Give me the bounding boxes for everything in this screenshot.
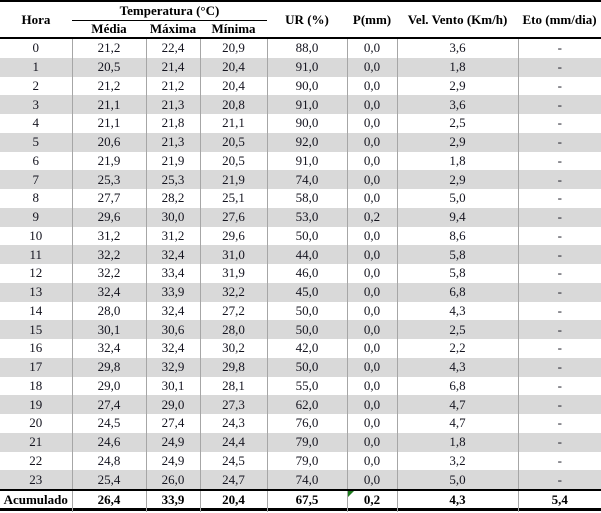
table-row — [0, 358, 601, 377]
green-triangle-icon — [348, 491, 354, 497]
header-media: Média — [72, 21, 146, 39]
cell-maxima: 24,9 — [146, 452, 200, 471]
table-header — [0, 1, 601, 38]
cell-media: 25,4 — [72, 470, 146, 490]
cell-vento: 4,3 — [397, 358, 518, 377]
table-row — [0, 38, 601, 58]
cell-media: 31,2 — [72, 227, 146, 246]
cell-eto: - — [518, 414, 601, 433]
divider-stub — [267, 507, 268, 512]
cell-media: 20,5 — [72, 58, 146, 77]
cell-vento: 8,6 — [397, 227, 518, 246]
cell-p: 0,0 — [347, 283, 397, 302]
cell-maxima: 21,8 — [146, 114, 200, 133]
divider-stub — [518, 507, 519, 512]
footer-cell-p: 0,2 — [347, 490, 397, 510]
cell-vento: 5,0 — [397, 470, 518, 490]
cell-media: 32,4 — [72, 339, 146, 358]
cell-vento: 6,8 — [397, 283, 518, 302]
cell-ur: 58,0 — [267, 189, 347, 208]
cell-eto: - — [518, 283, 601, 302]
cell-vento: 5,0 — [397, 189, 518, 208]
cell-vento: 4,7 — [397, 395, 518, 414]
cell-ur: 53,0 — [267, 208, 347, 227]
cell-maxima: 32,9 — [146, 358, 200, 377]
cell-media: 27,4 — [72, 395, 146, 414]
cell-ur: 90,0 — [267, 114, 347, 133]
table-row — [0, 283, 601, 302]
cell-minima: 31,9 — [200, 264, 267, 283]
table-row — [0, 58, 601, 77]
cell-minima: 20,4 — [200, 58, 267, 77]
header-maxima: Máxima — [146, 21, 200, 39]
header-row-1 — [0, 1, 601, 21]
cell-hora: 16 — [0, 339, 72, 358]
cell-hora: 22 — [0, 452, 72, 471]
table-row — [0, 189, 601, 208]
cell-eto: - — [518, 264, 601, 283]
cell-media: 21,1 — [72, 95, 146, 114]
cell-ur: 50,0 — [267, 227, 347, 246]
cell-minima: 20,5 — [200, 152, 267, 171]
table-row — [0, 227, 601, 246]
cell-minima: 21,9 — [200, 170, 267, 189]
cell-ur: 76,0 — [267, 414, 347, 433]
table-row — [0, 377, 601, 396]
cell-vento: 6,8 — [397, 377, 518, 396]
cell-maxima: 29,0 — [146, 395, 200, 414]
cell-minima: 24,3 — [200, 414, 267, 433]
cell-ur: 55,0 — [267, 377, 347, 396]
cell-media: 28,0 — [72, 302, 146, 321]
cell-eto: - — [518, 452, 601, 471]
cell-p: 0,0 — [347, 152, 397, 171]
table-body — [0, 38, 601, 490]
cell-p: 0,0 — [347, 245, 397, 264]
cell-vento: 3,2 — [397, 452, 518, 471]
cell-p: 0,0 — [347, 38, 397, 58]
cell-eto: - — [518, 377, 601, 396]
cell-minima: 30,2 — [200, 339, 267, 358]
cell-p: 0,0 — [347, 452, 397, 471]
cell-eto: - — [518, 152, 601, 171]
cell-hora: 23 — [0, 470, 72, 490]
cell-eto: - — [518, 302, 601, 321]
cell-p: 0,0 — [347, 320, 397, 339]
cell-minima: 32,2 — [200, 283, 267, 302]
footer-cell-maxima: 33,9 — [146, 490, 200, 510]
cell-ur: 50,0 — [267, 358, 347, 377]
header-vel-vento: Vel. Vento (Km/h) — [397, 1, 518, 38]
cell-media: 27,7 — [72, 189, 146, 208]
table-row — [0, 114, 601, 133]
cell-eto: - — [518, 208, 601, 227]
cell-media: 21,1 — [72, 114, 146, 133]
cell-media: 24,6 — [72, 433, 146, 452]
cell-p: 0,0 — [347, 302, 397, 321]
cell-minima: 20,9 — [200, 38, 267, 58]
cell-hora: 20 — [0, 414, 72, 433]
cell-eto: - — [518, 395, 601, 414]
cell-eto: - — [518, 433, 601, 452]
divider-stub — [200, 507, 201, 512]
header-temperatura-group: Temperatura (°C) — [72, 1, 267, 21]
cell-hora: 17 — [0, 358, 72, 377]
cell-hora: 19 — [0, 395, 72, 414]
footer-cell-minima: 20,4 — [200, 490, 267, 510]
divider-stub — [72, 507, 73, 512]
cell-vento: 2,9 — [397, 170, 518, 189]
cell-media: 29,8 — [72, 358, 146, 377]
footer-label: Acumulado — [0, 490, 72, 510]
table-footer — [0, 490, 601, 510]
cell-hora: 1 — [0, 58, 72, 77]
divider-stub — [347, 507, 348, 512]
cell-hora: 14 — [0, 302, 72, 321]
cell-eto: - — [518, 189, 601, 208]
table-row — [0, 170, 601, 189]
cell-minima: 27,2 — [200, 302, 267, 321]
cell-eto: - — [518, 339, 601, 358]
cell-hora: 0 — [0, 38, 72, 58]
cell-vento: 3,6 — [397, 38, 518, 58]
cell-vento: 1,8 — [397, 58, 518, 77]
cell-maxima: 32,4 — [146, 245, 200, 264]
cell-ur: 42,0 — [267, 339, 347, 358]
cell-eto: - — [518, 320, 601, 339]
cell-vento: 2,2 — [397, 339, 518, 358]
cell-ur: 88,0 — [267, 38, 347, 58]
cell-media: 20,6 — [72, 133, 146, 152]
cell-p: 0,0 — [347, 358, 397, 377]
table-row — [0, 470, 601, 490]
cell-p: 0,0 — [347, 264, 397, 283]
cell-ur: 92,0 — [267, 133, 347, 152]
cell-p: 0,0 — [347, 77, 397, 96]
cell-ur: 50,0 — [267, 320, 347, 339]
cell-hora: 4 — [0, 114, 72, 133]
cell-eto: - — [518, 358, 601, 377]
cell-maxima: 26,0 — [146, 470, 200, 490]
table-row — [0, 208, 601, 227]
cell-hora: 15 — [0, 320, 72, 339]
footer-cell-media: 26,4 — [72, 490, 146, 510]
divider-stub — [397, 507, 398, 512]
cell-ur: 91,0 — [267, 58, 347, 77]
cell-p: 0,0 — [347, 95, 397, 114]
cell-hora: 11 — [0, 245, 72, 264]
cell-ur: 74,0 — [267, 170, 347, 189]
cell-vento: 4,7 — [397, 414, 518, 433]
cell-ur: 62,0 — [267, 395, 347, 414]
cell-minima: 29,8 — [200, 358, 267, 377]
cell-hora: 5 — [0, 133, 72, 152]
cell-ur: 50,0 — [267, 302, 347, 321]
cell-hora: 8 — [0, 189, 72, 208]
table-row — [0, 152, 601, 171]
cell-vento: 9,4 — [397, 208, 518, 227]
table-row — [0, 95, 601, 114]
cell-maxima: 21,3 — [146, 95, 200, 114]
table-row — [0, 395, 601, 414]
cell-media: 30,1 — [72, 320, 146, 339]
cell-minima: 24,5 — [200, 452, 267, 471]
cell-p: 0,0 — [347, 170, 397, 189]
cell-media: 24,5 — [72, 414, 146, 433]
cell-maxima: 21,2 — [146, 77, 200, 96]
cell-ur: 90,0 — [267, 77, 347, 96]
cell-maxima: 33,9 — [146, 283, 200, 302]
cell-minima: 24,7 — [200, 470, 267, 490]
cell-maxima: 32,4 — [146, 302, 200, 321]
table-row — [0, 245, 601, 264]
cell-minima: 27,6 — [200, 208, 267, 227]
cell-p: 0,0 — [347, 58, 397, 77]
cell-p: 0,0 — [347, 114, 397, 133]
cell-minima: 25,1 — [200, 189, 267, 208]
cell-eto: - — [518, 245, 601, 264]
header-eto: Eto (mm/dia) — [518, 1, 601, 38]
cell-p: 0,0 — [347, 339, 397, 358]
cell-minima: 28,1 — [200, 377, 267, 396]
cell-vento: 4,3 — [397, 302, 518, 321]
cell-hora: 6 — [0, 152, 72, 171]
cell-minima: 27,3 — [200, 395, 267, 414]
cell-media: 29,0 — [72, 377, 146, 396]
table-row — [0, 414, 601, 433]
footer-cell-vento: 4,3 — [397, 490, 518, 510]
cell-minima: 21,1 — [200, 114, 267, 133]
cell-ur: 79,0 — [267, 452, 347, 471]
cell-vento: 3,6 — [397, 95, 518, 114]
cell-media: 21,2 — [72, 77, 146, 96]
cell-eto: - — [518, 470, 601, 490]
cell-minima: 20,8 — [200, 95, 267, 114]
cell-ur: 46,0 — [267, 264, 347, 283]
cell-ur: 79,0 — [267, 433, 347, 452]
cell-p: 0,0 — [347, 377, 397, 396]
cell-p: 0,0 — [347, 433, 397, 452]
table-row — [0, 339, 601, 358]
cell-vento: 5,8 — [397, 245, 518, 264]
header-minima: Mínima — [200, 21, 267, 39]
cell-ur: 45,0 — [267, 283, 347, 302]
cell-maxima: 24,9 — [146, 433, 200, 452]
header-ur: UR (%) — [267, 1, 347, 38]
cell-eto: - — [518, 114, 601, 133]
cell-maxima: 33,4 — [146, 264, 200, 283]
cell-maxima: 22,4 — [146, 38, 200, 58]
header-hora: Hora — [0, 1, 72, 38]
cell-minima: 20,4 — [200, 77, 267, 96]
cell-maxima: 27,4 — [146, 414, 200, 433]
cell-vento: 2,5 — [397, 114, 518, 133]
cell-media: 29,6 — [72, 208, 146, 227]
table-row — [0, 320, 601, 339]
table-row — [0, 133, 601, 152]
cell-hora: 13 — [0, 283, 72, 302]
cell-eto: - — [518, 227, 601, 246]
cell-vento: 1,8 — [397, 152, 518, 171]
cell-eto: - — [518, 58, 601, 77]
cell-hora: 9 — [0, 208, 72, 227]
cell-maxima: 32,4 — [146, 339, 200, 358]
cell-maxima: 28,2 — [146, 189, 200, 208]
cell-media: 24,8 — [72, 452, 146, 471]
cell-p: 0,0 — [347, 470, 397, 490]
cell-hora: 2 — [0, 77, 72, 96]
cell-ur: 44,0 — [267, 245, 347, 264]
divider-stub — [146, 507, 147, 512]
cell-media: 21,9 — [72, 152, 146, 171]
cell-media: 32,2 — [72, 264, 146, 283]
cell-media: 32,4 — [72, 283, 146, 302]
cell-eto: - — [518, 77, 601, 96]
cell-media: 21,2 — [72, 38, 146, 58]
cell-maxima: 21,3 — [146, 133, 200, 152]
cell-p: 0,2 — [347, 208, 397, 227]
cell-minima: 29,6 — [200, 227, 267, 246]
table-row — [0, 77, 601, 96]
cell-vento: 5,8 — [397, 264, 518, 283]
cell-maxima: 30,1 — [146, 377, 200, 396]
cell-p: 0,0 — [347, 414, 397, 433]
cell-minima: 20,5 — [200, 133, 267, 152]
cell-ur: 74,0 — [267, 470, 347, 490]
footer-row-acumulado — [0, 490, 601, 510]
table-row — [0, 433, 601, 452]
cell-p: 0,0 — [347, 395, 397, 414]
cell-p: 0,0 — [347, 133, 397, 152]
cell-eto: - — [518, 133, 601, 152]
cell-hora: 12 — [0, 264, 72, 283]
cell-media: 32,2 — [72, 245, 146, 264]
cell-hora: 18 — [0, 377, 72, 396]
cell-hora: 21 — [0, 433, 72, 452]
cell-maxima: 25,3 — [146, 170, 200, 189]
cell-minima: 24,4 — [200, 433, 267, 452]
cell-eto: - — [518, 38, 601, 58]
cell-maxima: 30,0 — [146, 208, 200, 227]
cell-ur: 91,0 — [267, 152, 347, 171]
cell-p: 0,0 — [347, 189, 397, 208]
cell-p: 0,0 — [347, 227, 397, 246]
cell-maxima: 31,2 — [146, 227, 200, 246]
cell-eto: - — [518, 170, 601, 189]
header-p: P(mm) — [347, 1, 397, 38]
cell-hora: 10 — [0, 227, 72, 246]
table-row — [0, 452, 601, 471]
cell-hora: 3 — [0, 95, 72, 114]
cell-vento: 2,5 — [397, 320, 518, 339]
table-row — [0, 302, 601, 321]
cell-maxima: 21,4 — [146, 58, 200, 77]
cell-vento: 1,8 — [397, 433, 518, 452]
footer-cell-ur: 67,5 — [267, 490, 347, 510]
cell-maxima: 30,6 — [146, 320, 200, 339]
footer-cell-eto: 5,4 — [518, 490, 601, 510]
cell-maxima: 21,9 — [146, 152, 200, 171]
cell-eto: - — [518, 95, 601, 114]
cell-minima: 28,0 — [200, 320, 267, 339]
cell-media: 25,3 — [72, 170, 146, 189]
cell-vento: 2,9 — [397, 77, 518, 96]
cell-hora: 7 — [0, 170, 72, 189]
cell-ur: 91,0 — [267, 95, 347, 114]
table-row — [0, 264, 601, 283]
cell-vento: 2,9 — [397, 133, 518, 152]
cell-minima: 31,0 — [200, 245, 267, 264]
